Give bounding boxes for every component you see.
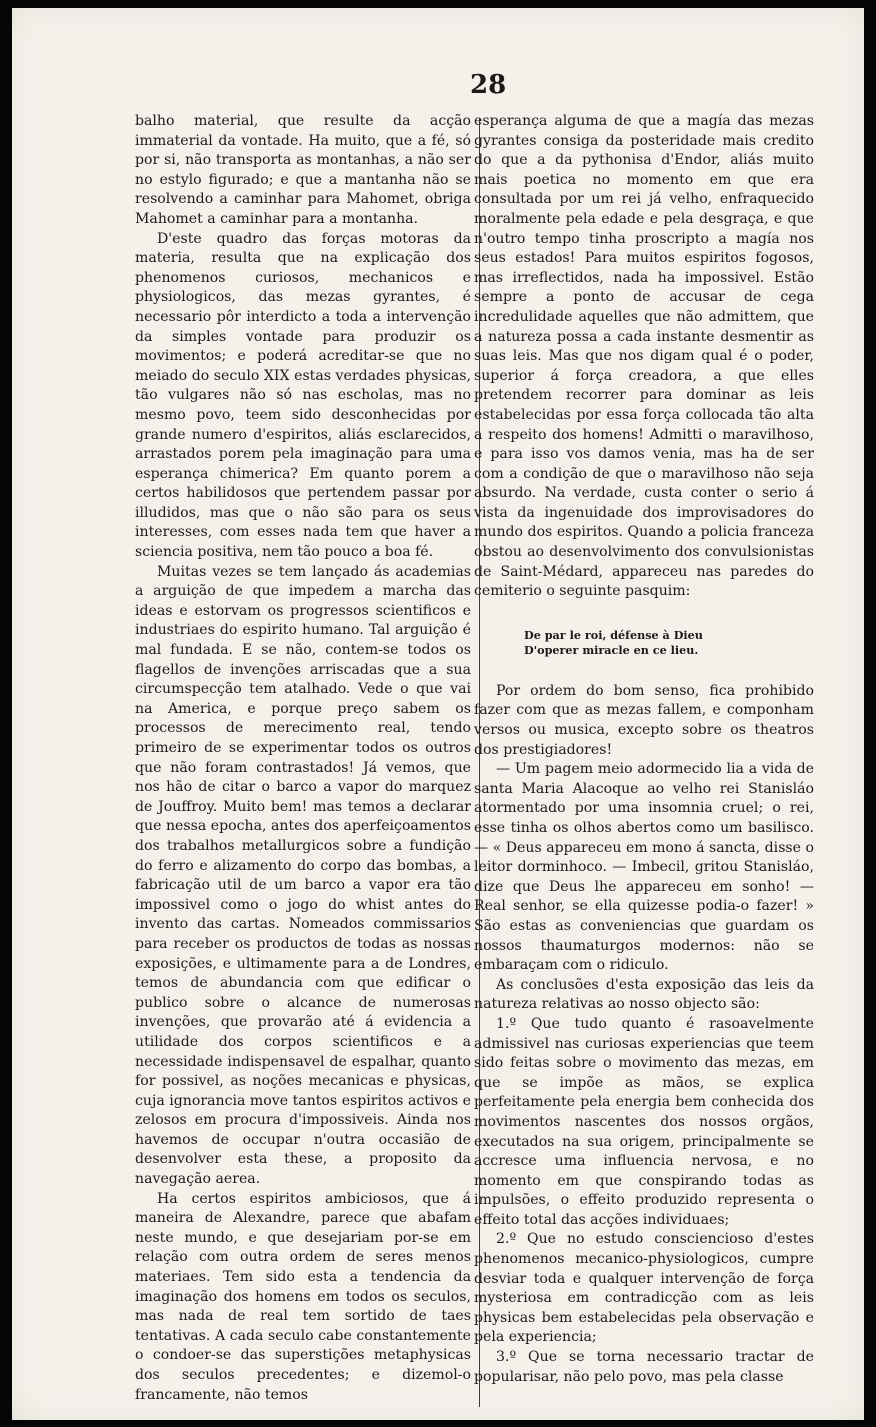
conclusion-item-2: 2.º Que no estudo consciencioso d'estes phenomenos mecanico-physiologicos, cumpre desviar toda e qualquer intervenção de força mysteriosa em contradicção com as leis physicas bem estabelecidas pela observação e pela experiencia; (474, 1231, 814, 1346)
left-paragraph-4: Ha certos espiritos ambiciosos, que á maneira de Alexandre, parece que abafam neste mundo, e que desejariam por-se em relação com outra ordem de seres menos materiaes. Tem sido esta a tendencia da imaginação dos homens em todos os seculos, mas nada de real tem sortido de taes tentativas. A cada seculo cabe constantemente o condoer-se das superstições metaphysicas dos seculos precedentes; e dizemol-o francamente, não temos (135, 1190, 471, 1403)
page-number: 28 (470, 70, 507, 100)
conclusion-item-3: 3.º Que se torna necessario tractar de popularisar, não pelo povo, mas pela classe (474, 1349, 814, 1385)
pasquim-line-2: D'operer miracle en ce lieu. (524, 642, 699, 657)
left-paragraph-2: D'este quadro das forças motoras da materia, resulta que na explicação dos phenomenos curiosos, mechanicos e physiologicos, das mezas gyrantes, é necessario pôr interdicto a toda a intervenção da simples vontade para produzir os movimentos; e poderá acreditar-se que no meiado do seculo XIX estas verdades physicas, tão vulgares não só nas escholas, mas no mesmo povo, teem sido desconhecidas por grande numero d'espiritos, aliás esclarecidos, arrastados porem pela imaginação para uma esperança chimerica? Em quanto porem a certos habilidosos que pertendem passar por illudidos, mas que o não são para os seus interesses, com esses nada tem que haver a sciencia positiva, nem tão pouco a boa fé. (135, 230, 471, 561)
right-paragraph-3: — Um pagem meio adormecido lia a vida de santa Maria Alacoque ao velho rei Stanisláo atormentado por uma insomnia cruel; o rei, esse tinha os olhos abertos como um basilisco. — « Deus appareceu em mono á sancta, disse o leitor dorminhoco. — Imbecil, gritou Stanisláo, dize que Deus lhe appareceu em sonho! — Real senhor, se ella quizesse podia-o fazer! » São estas as conveniencias que guardam os nossos thaumaturgos modernos: não se embaraçam com o ridiculo. (474, 761, 814, 974)
right-paragraph-2: Por ordem do bom senso, fica prohibido fazer com que as mezas fallem, e componham versos ou musica, excepto sobre os theatros dos prestigiadores! (474, 682, 814, 758)
conclusion-item-1: 1.º Que tudo quanto é rasoavelmente admissivel nas curiosas experiencias que teem sido feitas sobre o movimento das mezas, em que se impõe as mãos, se explica perfeitamente pela energia bem conhecida dos movimentos nascentes dos nossos orgãos, executados na sua origem, principalmente se accresce uma influencia nervosa, e no momento em que conspirando todas as impulsões, o effeito produzido representa o effeito total das acções individuaes; (474, 1015, 814, 1228)
left-column (135, 112, 471, 1405)
left-paragraph-1: balho material, que resulte da acção immaterial da vontade. Ha muito, que a fé, só por si, não transporta as montanhas, a não ser no estylo figurado; e que a mantanha não se resolvendo a caminhar para Mahomet, obriga Mahomet a caminhar para a montanha. (135, 113, 471, 227)
right-paragraph-1: esperança alguma de que a magía das mezas gyrantes consiga da posteridade mais credito do que a da pythonisa d'Endor, aliás muito mais poetica no momento em que era consultada por um rei já velho, enfraquecido moralmente pela edade e pela desgraça, e que n'outro tempo tinha proscripto a magía nos seus estados! Para muitos espiritos fogosos, mas irreflectidos, nada ha impossivel. Estão sempre a ponto de accusar de cega incredulidade aquelles que não admittem, que a natureza possa a cada instante desmentir as suas leis. Mas que nos digam qual é o poder, superior á força creadora, a que elles pretendem recorrer para dominar as leis estabelecidas por essa força collocada tão alta a respeito dos homens! Admitti o maravilhoso, e para isso vos damos venia, mas ha de ser com a condição de que o maravilhoso não seja absurdo. Na verdade, custa conter o serio á vista da ingenuidade dos improvisadores do mundo dos espiritos. Quando a policia franceza obstou ao desenvolvimento dos convulsionistas de Saint-Médard, appareceu nas paredes do cemiterio o seguinte pasquim: (474, 113, 814, 600)
left-paragraph-3: Muitas vezes se tem lançado ás academias a arguição de que impedem a marcha das ideas e estorvam os progressos scientificos e industriaes do espirito humano. Tal arguição é mal fundada. E se não, contem-se todos os flagellos de invenções arriscadas que a sua circumspecção tem atalhado. Vede o que vai na America, e porque preço sabem os processos de merecimento real, tendo primeiro de se experimentar todos os outros que não foram contrastados! Já vemos, que nos hão de citar o barco a vapor do marquez de Jouffroy. Muito bem! mas temos a declarar que nessa epocha, antes dos aperfeiçoamentos dos trabalhos metallurgicos sobre a fundição do ferro e alizamento do corpo das bombas, a fabricação util de um barco a vapor era tão impossivel como o jogo do whist antes do invento das cartas. Nomeados commissarios para receber os productos de todas as nossas exposições, e ultimamente para a de Londres, temos de abundancia com que edificar o publico sobre o alcance de numerosas invenções, que provarão até á evidencia a utilidade dos corpos scientificos e a necessidade indispensavel de espalhar, quanto for possivel, as noções mecanicas e physicas, cuja ignorancia move tantos espiritos activos e zelosos em procura d'impossiveis. Ainda nos havemos de occupar n'outra occasião de desenvolver esta these, a proposito da navegação aerea. (135, 563, 471, 1188)
pasquim-quote (524, 628, 814, 658)
right-paragraph-4: As conclusões d'esta exposição das leis da natureza relativas ao nosso objecto são: (474, 976, 814, 1013)
right-column (474, 112, 814, 1387)
pasquim-line-1: De par le roi, défense à Dieu (524, 627, 703, 642)
